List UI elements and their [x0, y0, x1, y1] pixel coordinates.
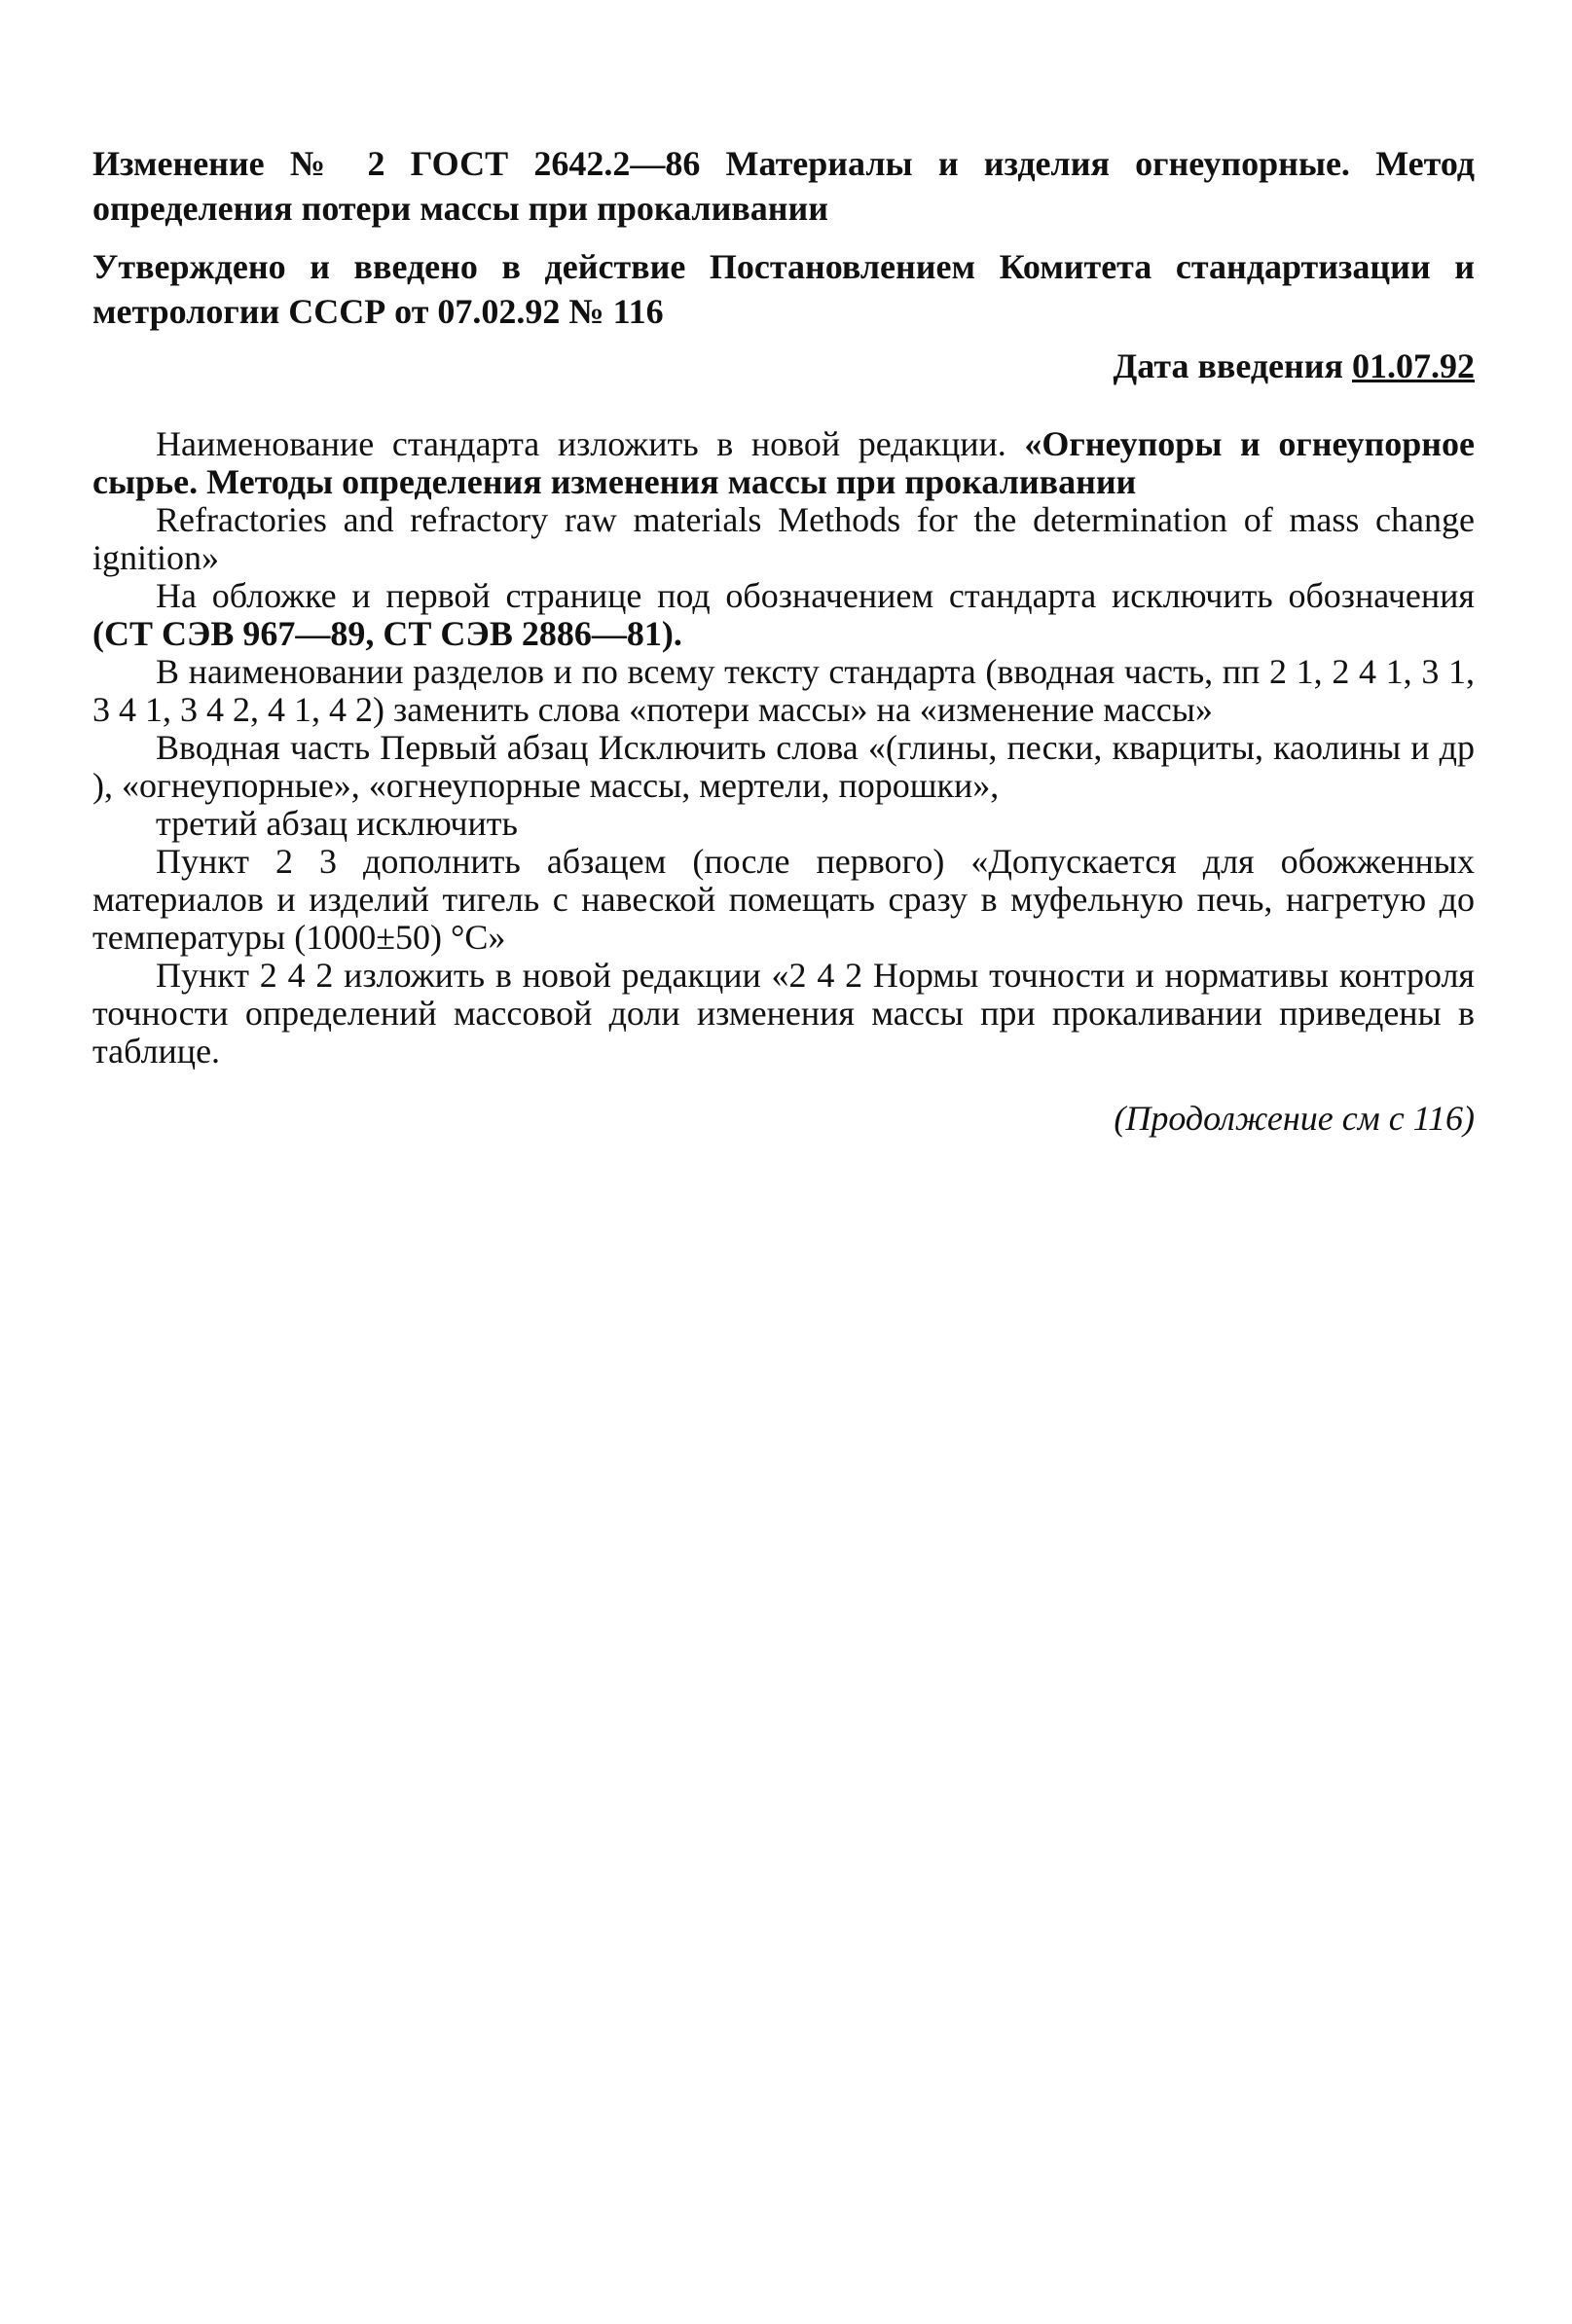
excluded-designations: (СТ СЭВ 967—89, СТ СЭВ 2886—81). [92, 614, 682, 653]
new-title-english: Refractories and refractory raw materials Methods for the determination of mass change ignition» [92, 500, 1475, 577]
approval-statement: Утверждено и введено в действие Постановлением Комитета стандартизации и метрологии СССР от 07.02.92 № 116 [92, 247, 1475, 331]
date-value: 01.07.92 [1352, 346, 1475, 385]
document-page [92, 141, 1475, 1139]
date-label: Дата введения [1113, 346, 1343, 385]
paragraph-sections-change: В наименовании разделов и по всему тексту стандарта (вводная часть, пп 2 1, 2 4 1, 3 1, 3 4 1, 3 4 2, 4 1, 4 2) заменить слова «потери массы» на «изменение массы» [92, 652, 1475, 729]
document-body [92, 425, 1475, 1071]
paragraph-title-change [92, 425, 1475, 501]
paragraph-cover-change [92, 577, 1475, 653]
title-change-text: Наименование стандарта изложить в новой редакции. [156, 424, 1006, 463]
effective-date [92, 344, 1475, 388]
paragraph-third-exclude: третий абзац исключить [156, 804, 518, 843]
cover-change-text: На обложке и первой странице под обозначением стандарта исключить обозначения [156, 576, 1475, 615]
new-title-russian: «Огнеупоры и огнеупорное сырье. Методы определения изменения массы при прокаливании [92, 424, 1476, 501]
amendment-title: Изменение № 2 ГОСТ 2642.2—86 Материалы и изделия огнеупорные. Метод определения потери массы при прокаливании [92, 144, 1475, 228]
paragraph-intro-change: Вводная часть Первый абзац Исключить слова «(глины, пески, кварциты, каолины и др ), «огнеупорные», «огнеупорные массы, мертели, порошки», [92, 728, 1475, 805]
continuation-note: (Продолжение см с 116) [1114, 1099, 1475, 1138]
paragraph-item-2-4-2: Пункт 2 4 2 изложить в новой редакции «2 4 2 Нормы точности и нормативы контроля точности определений массовой доли изменения массы при прокаливании приведены в таблице. [92, 956, 1475, 1071]
paragraph-item-2-3: Пункт 2 3 дополнить абзацем (после первого) «Допускается для обожженных материалов и изделий тигель с навеской помещать сразу в муфельную печь, нагретую до температуры (1000±50) °С» [92, 842, 1475, 957]
